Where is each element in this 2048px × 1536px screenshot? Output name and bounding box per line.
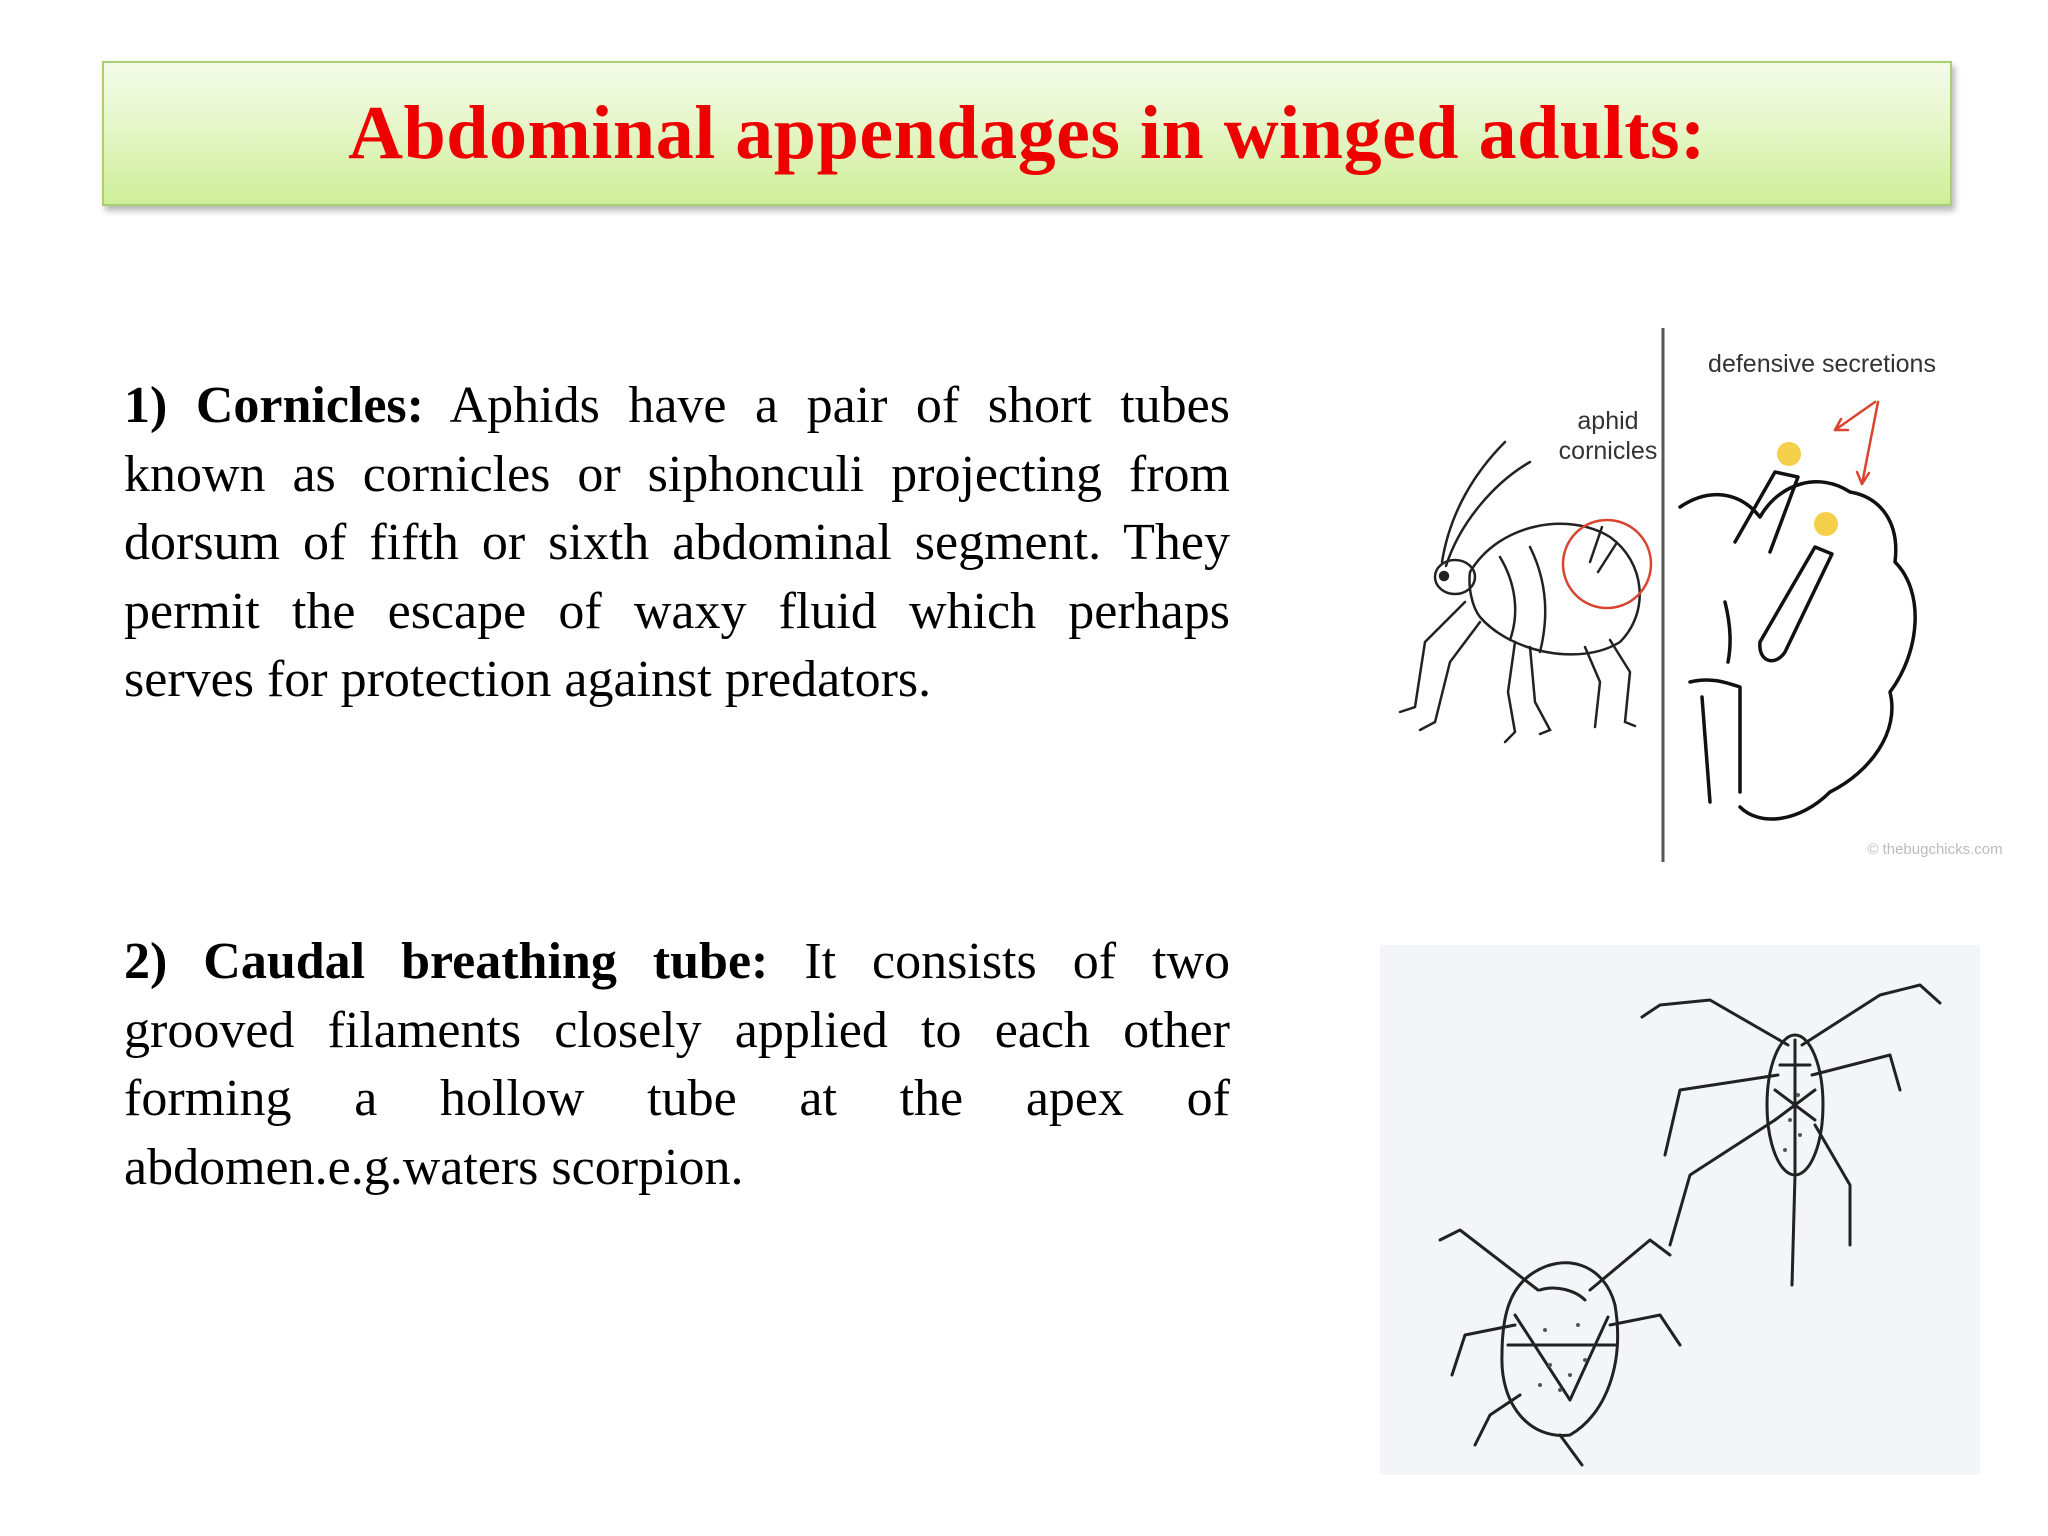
heading-cornicles: 1) Cornicles: [124,377,424,434]
aphid-drawing [1400,442,1640,742]
cornicle-closeup-drawing [1680,472,1915,819]
paragraph-cornicles [124,372,1230,715]
label-aphid: aphid [1577,407,1639,435]
secretion-droplet-2 [1814,512,1838,536]
slide-title: Abdominal appendages in winged adults: [348,91,1706,175]
water-scorpion-figure [1380,945,1980,1475]
paragraph-caudal-breathing-tube [124,928,1230,1202]
image-credit: © thebugchicks.com [1867,841,2003,858]
label-defensive-secretions: defensive secretions [1708,350,1936,378]
text-caudal-breathing-tube: It consists of two grooved filaments closely applied to each other forming a hollow tube at the apex of abdomen.e.g.waters scorpion. [124,933,1230,1196]
secretion-droplet-1 [1777,442,1801,466]
heading-caudal-breathing-tube: 2) Caudal breathing tube: [124,933,769,990]
cornicle-highlight-circle [1563,520,1651,608]
secretion-arrows [1835,402,1878,484]
aphid-cornicles-figure [1380,322,2003,872]
title-banner [102,61,1952,206]
text-cornicles: Aphids have a pair of short tubes known as cornicles or siphonculi projecting from dorsum of fifth or sixth abdominal segment. They permit the escape of waxy fluid which perhaps serves for protection against predators. [124,377,1231,708]
label-cornicles: cornicles [1558,437,1658,465]
